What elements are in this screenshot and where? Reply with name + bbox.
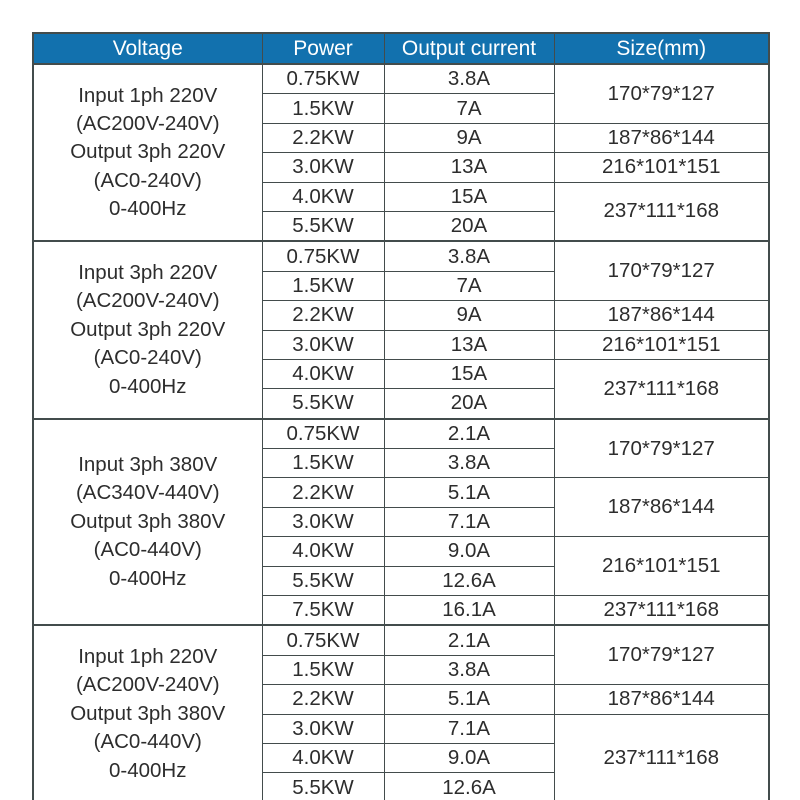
- voltage-group-1: [33, 64, 769, 241]
- voltage-cell: [33, 64, 262, 241]
- voltage-line: Output 3ph 220V: [70, 317, 226, 341]
- size-cell: 170*79*127: [554, 64, 769, 123]
- voltage-line: Input 1ph 220V: [78, 644, 218, 668]
- power-cell: 0.75KW: [262, 241, 384, 271]
- current-cell: 15A: [384, 359, 554, 388]
- voltage-line: Input 3ph 220V: [78, 260, 218, 284]
- voltage-line: 0-400Hz: [109, 374, 187, 398]
- power-cell: 4.0KW: [262, 537, 384, 566]
- voltage-line: Output 3ph 380V: [70, 701, 226, 725]
- voltage-line: Output 3ph 380V: [70, 509, 226, 533]
- power-cell: 2.2KW: [262, 685, 384, 714]
- voltage-line: 0-400Hz: [109, 758, 187, 782]
- voltage-line: 0-400Hz: [109, 566, 187, 590]
- current-cell: 2.1A: [384, 625, 554, 655]
- header-cell-size: Size(mm): [554, 33, 769, 64]
- power-cell: 1.5KW: [262, 94, 384, 123]
- current-cell: 20A: [384, 211, 554, 241]
- size-cell: 170*79*127: [554, 241, 769, 300]
- power-cell: 3.0KW: [262, 714, 384, 743]
- voltage-line: (AC0-240V): [93, 346, 202, 370]
- voltage-cell: [33, 241, 262, 418]
- current-cell: 7.1A: [384, 507, 554, 536]
- power-cell: 0.75KW: [262, 64, 384, 94]
- current-cell: 20A: [384, 389, 554, 419]
- header-cell-voltage: Voltage: [33, 33, 262, 64]
- current-cell: 13A: [384, 330, 554, 359]
- current-cell: 3.8A: [384, 64, 554, 94]
- power-cell: 0.75KW: [262, 625, 384, 655]
- power-cell: 1.5KW: [262, 271, 384, 300]
- voltage-line: (AC200V-240V): [75, 673, 220, 697]
- power-cell: 3.0KW: [262, 153, 384, 182]
- current-cell: 13A: [384, 153, 554, 182]
- voltage-line: (AC0-440V): [93, 538, 202, 562]
- size-cell: 237*111*168: [554, 182, 769, 241]
- voltage-line: (AC0-440V): [93, 730, 202, 754]
- table-row: [33, 241, 769, 271]
- voltage-line: (AC0-240V): [93, 168, 202, 192]
- size-cell: 216*101*151: [554, 153, 769, 182]
- power-cell: 5.5KW: [262, 211, 384, 241]
- voltage-line: Input 3ph 380V: [78, 452, 218, 476]
- header-row: [33, 33, 769, 64]
- voltage-line: 0-400Hz: [109, 197, 187, 221]
- power-cell: 2.2KW: [262, 478, 384, 507]
- size-cell: 170*79*127: [554, 625, 769, 684]
- current-cell: 9A: [384, 301, 554, 330]
- header-cell-output-current: Output current: [384, 33, 554, 64]
- current-cell: 9A: [384, 123, 554, 152]
- power-cell: 4.0KW: [262, 359, 384, 388]
- size-cell: 187*86*144: [554, 301, 769, 330]
- current-cell: 2.1A: [384, 419, 554, 449]
- table-row: [33, 419, 769, 449]
- current-cell: 15A: [384, 182, 554, 211]
- current-cell: 3.8A: [384, 241, 554, 271]
- power-cell: 4.0KW: [262, 743, 384, 772]
- voltage-line: (AC200V-240V): [75, 111, 220, 135]
- power-cell: 3.0KW: [262, 507, 384, 536]
- power-cell: 0.75KW: [262, 419, 384, 449]
- power-cell: 5.5KW: [262, 389, 384, 419]
- current-cell: 5.1A: [384, 478, 554, 507]
- current-cell: 7A: [384, 271, 554, 300]
- voltage-line: Output 3ph 220V: [70, 140, 226, 164]
- current-cell: 3.8A: [384, 655, 554, 684]
- power-cell: 2.2KW: [262, 301, 384, 330]
- size-cell: 237*111*168: [554, 596, 769, 626]
- voltage-line: (AC200V-240V): [75, 289, 220, 313]
- table-row: [33, 625, 769, 655]
- current-cell: 16.1A: [384, 596, 554, 626]
- size-cell: 187*86*144: [554, 685, 769, 714]
- size-cell: 187*86*144: [554, 478, 769, 537]
- current-cell: 7.1A: [384, 714, 554, 743]
- voltage-cell: [33, 419, 262, 626]
- size-cell: 216*101*151: [554, 330, 769, 359]
- current-cell: 5.1A: [384, 685, 554, 714]
- power-cell: 1.5KW: [262, 449, 384, 478]
- size-cell: 237*111*168: [554, 714, 769, 800]
- power-cell: 7.5KW: [262, 596, 384, 626]
- spec-table: [32, 32, 770, 800]
- size-cell: 237*111*168: [554, 359, 769, 418]
- voltage-group-2: [33, 241, 769, 418]
- size-cell: 170*79*127: [554, 419, 769, 478]
- current-cell: 12.6A: [384, 566, 554, 595]
- power-cell: 3.0KW: [262, 330, 384, 359]
- header-cell-power: Power: [262, 33, 384, 64]
- current-cell: 7A: [384, 94, 554, 123]
- power-cell: 2.2KW: [262, 123, 384, 152]
- current-cell: 3.8A: [384, 449, 554, 478]
- voltage-group-3: [33, 419, 769, 626]
- current-cell: 9.0A: [384, 743, 554, 772]
- power-cell: 5.5KW: [262, 773, 384, 800]
- table-row: [33, 64, 769, 94]
- voltage-cell: [33, 625, 262, 800]
- voltage-line: Input 1ph 220V: [78, 83, 218, 107]
- power-cell: 1.5KW: [262, 655, 384, 684]
- voltage-line: (AC340V-440V): [75, 481, 220, 505]
- size-cell: 216*101*151: [554, 537, 769, 596]
- current-cell: 12.6A: [384, 773, 554, 800]
- power-cell: 5.5KW: [262, 566, 384, 595]
- size-cell: 187*86*144: [554, 123, 769, 152]
- current-cell: 9.0A: [384, 537, 554, 566]
- power-cell: 4.0KW: [262, 182, 384, 211]
- voltage-group-4: [33, 625, 769, 800]
